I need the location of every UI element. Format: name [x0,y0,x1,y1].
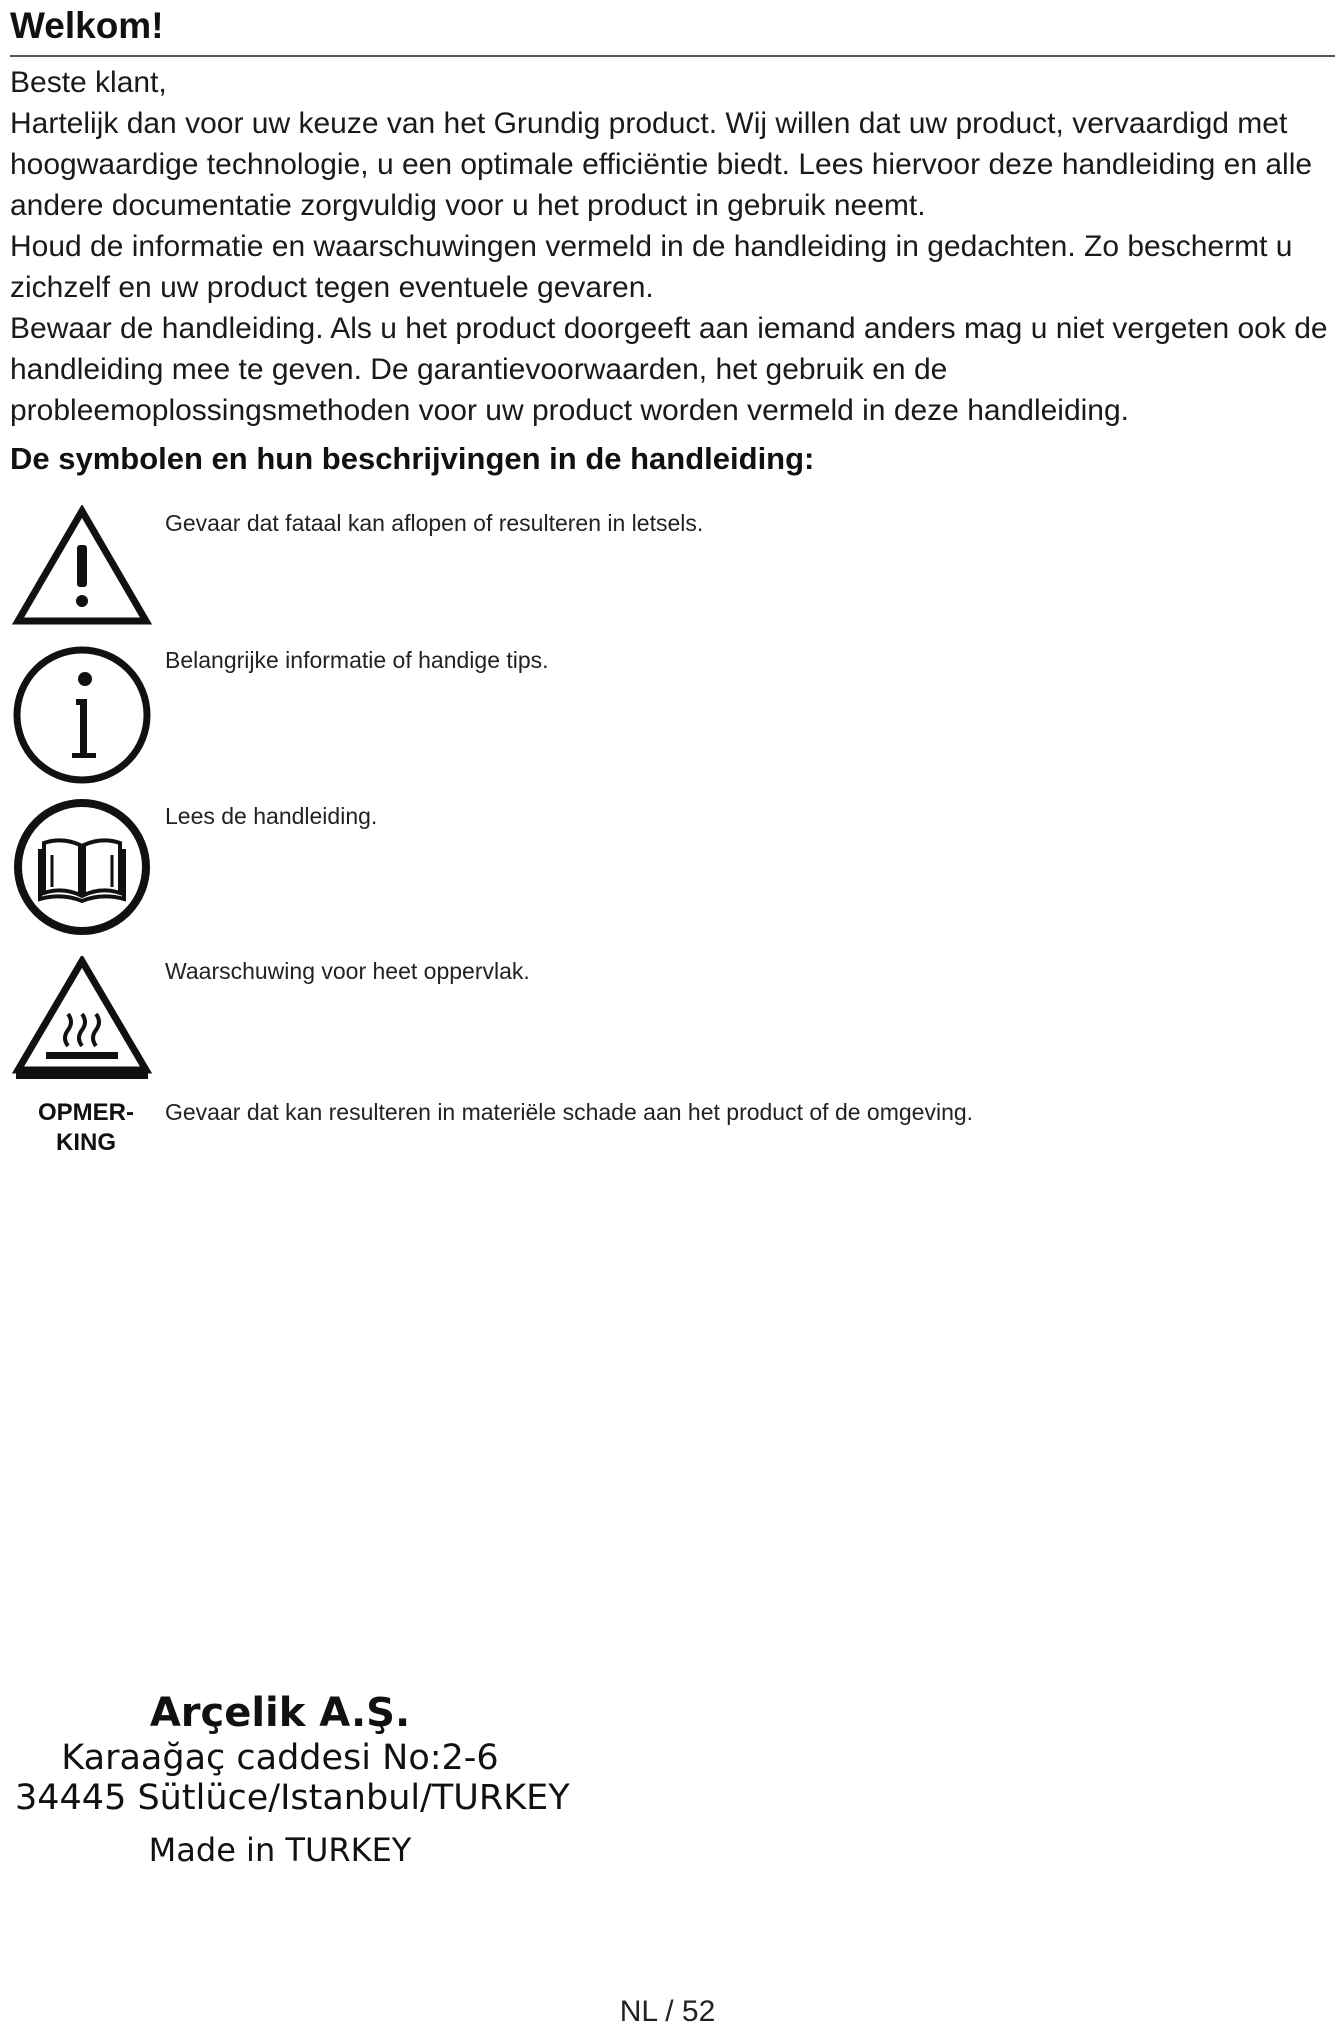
intro-section [10,62,1332,431]
manual-book-icon [12,797,152,937]
intro-paragraph: Hartelijk dan voor uw keuze van het Grundig product. Wij willen dat uw product, vervaardigd met hoogwaardige technologie, u een optimale efficiëntie biedt. Lees hiervoor deze handleiding en alle andere documentatie zorgvuldig voor u het product in gebruik neemt. [10,107,1313,222]
warning-triangle-icon [12,505,152,627]
note-label [18,1098,154,1158]
city-address: 34445 Sütlüce/Istanbul/TURKEY [15,1778,570,1818]
intro-paragraph: Bewaar de handleiding. Als u het product doorgeeft aan iemand anders mag u niet vergeten ook de handleiding mee te geven. De garantievoorwaarden, het gebruik en de probleemoplossingsmethoden voor uw product worden vermeld in deze handleiding. [10,312,1328,427]
page-number: NL / 52 [619,1995,716,2028]
symbol-description: Gevaar dat fataal kan aflopen of resulteren in letsels. [165,510,704,536]
street-address: Karaağaç caddesi No:2-6 [61,1738,499,1778]
manufacturer-address [15,1688,570,1870]
symbol-description: Belangrijke informatie of handige tips. [165,647,549,673]
note-label-line: KING [56,1129,116,1156]
title-divider [10,55,1335,57]
greeting: Beste klant, [10,66,167,99]
symbol-description: Gevaar dat kan resulteren in materiële schade aan het product of de omgeving. [165,1099,974,1125]
note-label-line: OPMER- [38,1099,134,1126]
symbols-heading: De symbolen en hun beschrijvingen in de handleiding: [10,441,815,476]
company-name: Arçelik A.Ş. [149,1690,411,1736]
page-title: Welkom! [10,5,164,46]
symbol-description: Lees de handleiding. [165,803,378,829]
info-icon [12,645,152,785]
made-in-label: Made in TURKEY [148,1831,412,1869]
symbol-description: Waarschuwing voor heet oppervlak. [165,958,530,984]
hot-surface-icon [12,956,152,1081]
intro-paragraph: Houd de informatie en waarschuwingen vermeld in de handleiding in gedachten. Zo beschermt u zichzelf en uw product tegen eventuele gevaren. [10,230,1293,304]
